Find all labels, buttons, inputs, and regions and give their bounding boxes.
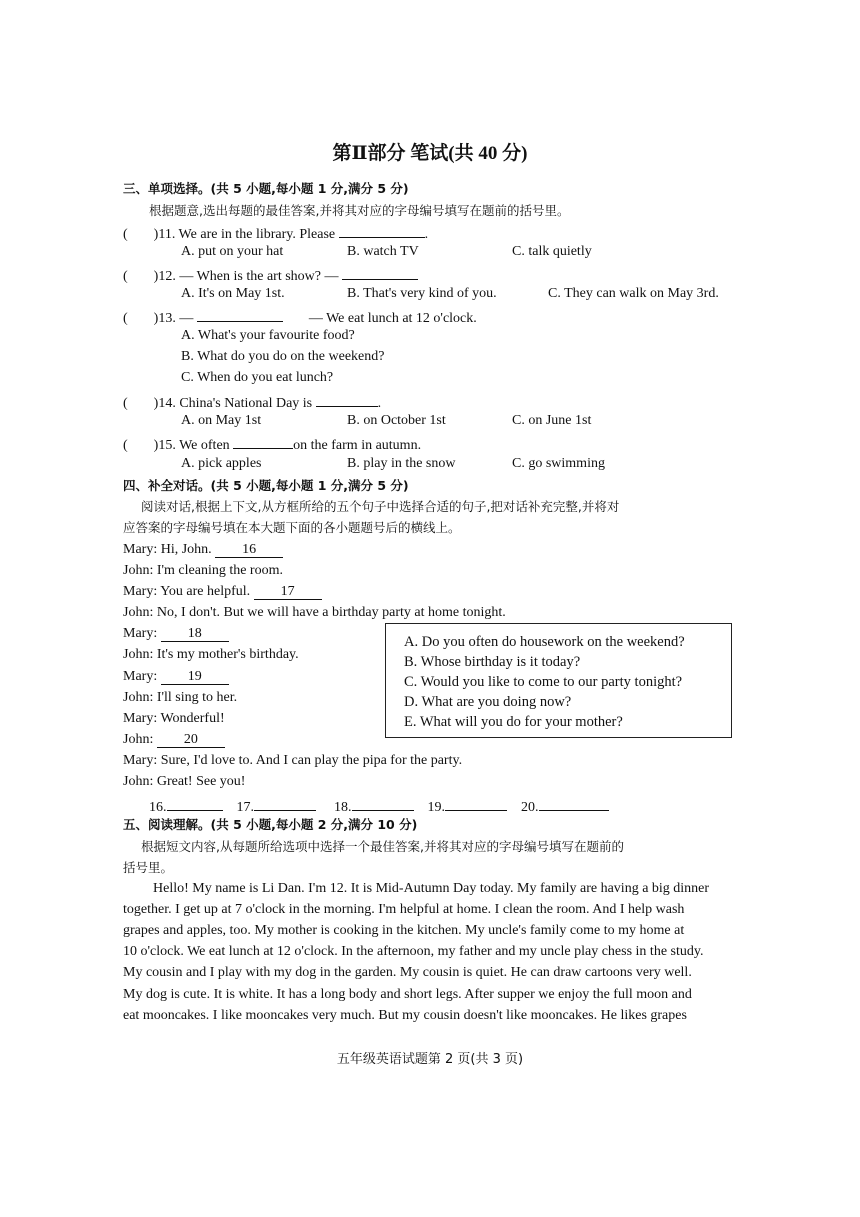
dialog-line xyxy=(123,668,229,686)
dialog-text: Mary: Hi, John. xyxy=(123,542,216,557)
section-instruction-5b: 括号里。 xyxy=(123,860,174,875)
dialog-line xyxy=(123,583,322,601)
question-12 xyxy=(123,264,418,286)
option-11-a: A. put on your hat xyxy=(181,244,284,259)
answer-blank[interactable] xyxy=(342,264,418,280)
option-14-a: A. on May 1st xyxy=(181,413,262,428)
dialog-blank-17[interactable]: 17 xyxy=(254,584,322,600)
dialog-line xyxy=(123,541,283,559)
dialog-line: John: It's my mother's birthday. xyxy=(123,647,299,662)
section-heading-5: 五、阅读理解。(共 5 小题,每小题 2 分,满分 10 分) xyxy=(123,817,418,832)
box-option-e: E. What will you do for your mother? xyxy=(404,714,623,730)
dialog-line: John: I'll sing to her. xyxy=(123,690,238,705)
dialog-blank-18[interactable]: 18 xyxy=(161,626,229,642)
dialog-blank-16[interactable]: 16 xyxy=(215,542,283,558)
question-stem-end: . xyxy=(377,396,382,411)
dialog-blank-20[interactable]: 20 xyxy=(157,732,225,748)
dialog-text: John: xyxy=(123,732,157,747)
option-11-b: B. watch TV xyxy=(347,244,419,259)
answer-blank[interactable] xyxy=(233,433,293,449)
dialog-line: Mary: Sure, I'd love to. And I can play the pipa for the party. xyxy=(123,753,463,768)
section-instruction-4a: 阅读对话,根据上下文,从方框所给的五个句子中选择合适的句子,把对话补充完整,并将对 xyxy=(141,499,620,514)
question-stem: )15. We often xyxy=(153,438,234,453)
answer-blank[interactable] xyxy=(339,222,425,238)
passage-line: grapes and apples, too. My mother is cooking in the kitchen. My uncle's family come to my home at xyxy=(123,923,685,938)
section-instruction-5a: 根据短文内容,从每题所给选项中选择一个最佳答案,并将其对应的字母编号填写在题前的 xyxy=(141,839,624,854)
option-15-b: B. play in the snow xyxy=(347,456,456,471)
answer-blank[interactable] xyxy=(197,306,283,322)
option-14-b: B. on October 1st xyxy=(347,413,446,428)
dialog-text: Mary: You are helpful. xyxy=(123,584,254,599)
section-heading-3: 三、单项选择。(共 5 小题,每小题 1 分,满分 5 分) xyxy=(123,181,409,196)
dialog-line: John: Great! See you! xyxy=(123,774,246,789)
dialog-line: Mary: Wonderful! xyxy=(123,711,225,726)
passage-line: together. I get up at 7 o'clock in the morning. I'm helpful at home. I clean the room. And I help wash xyxy=(123,902,685,917)
section-instruction-3: 根据题意,选出每题的最佳答案,并将其对应的字母编号填写在题前的括号里。 xyxy=(149,203,570,218)
question-stem: )13. — xyxy=(153,311,197,326)
answer-label-17: 17. xyxy=(236,800,254,815)
passage-line: My cousin and I play with my dog in the garden. My cousin is quiet. He can draw cartoons very well. xyxy=(123,965,692,980)
box-option-b: B. Whose birthday is it today? xyxy=(404,654,581,670)
dialog-line: John: I'm cleaning the room. xyxy=(123,563,283,578)
dialog-line: John: No, I don't. But we will have a birthday party at home tonight. xyxy=(123,605,506,620)
dialog-line xyxy=(123,731,225,749)
question-11 xyxy=(123,222,428,244)
answer-blank[interactable] xyxy=(316,391,378,407)
option-14-c: C. on June 1st xyxy=(512,413,592,428)
answer-label-19: 19. xyxy=(427,800,445,815)
question-stem: )12. — When is the art show? — xyxy=(153,269,342,284)
dialog-line xyxy=(123,625,229,643)
question-stem-end: . xyxy=(424,227,429,242)
box-option-c: C. Would you like to come to our party tonight? xyxy=(404,674,683,690)
answer-label-20: 20. xyxy=(521,800,539,815)
section-instruction-4b: 应答案的字母编号填在本大题下面的各小题题号后的横线上。 xyxy=(123,520,461,535)
answer-label-18: 18. xyxy=(334,800,352,815)
answer-blank-16[interactable] xyxy=(167,795,223,811)
option-15-c: C. go swimming xyxy=(512,456,605,471)
dialog-blank-19[interactable]: 19 xyxy=(161,669,229,685)
passage-line: Hello! My name is Li Dan. I'm 12. It is Mid-Autumn Day today. My family are having a big dinner xyxy=(153,881,710,896)
question-14 xyxy=(123,391,381,413)
answer-paren[interactable]: ( xyxy=(123,311,128,326)
question-stem-end: — We eat lunch at 12 o'clock. xyxy=(308,311,477,326)
answer-row xyxy=(149,795,609,817)
answer-paren[interactable]: ( xyxy=(123,438,128,453)
answer-paren[interactable]: ( xyxy=(123,396,128,411)
box-option-d: D. What are you doing now? xyxy=(404,694,572,710)
dialog-text: Mary: xyxy=(123,626,161,641)
dialog-text: Mary: xyxy=(123,669,161,684)
answer-blank-17[interactable] xyxy=(254,795,316,811)
section-heading-4: 四、补全对话。(共 5 小题,每小题 1 分,满分 5 分) xyxy=(123,478,409,493)
option-12-c: C. They can walk on May 3rd. xyxy=(548,286,719,301)
question-stem-end: on the farm in autumn. xyxy=(293,438,422,453)
page-footer: 五年级英语试题第 2 页(共 3 页) xyxy=(336,1052,524,1067)
question-stem: )14. China's National Day is xyxy=(153,396,316,411)
answer-blank-20[interactable] xyxy=(539,795,609,811)
question-stem: )11. We are in the library. Please xyxy=(153,227,339,242)
answer-paren[interactable]: ( xyxy=(123,269,128,284)
option-11-c: C. talk quietly xyxy=(512,244,592,259)
option-12-a: A. It's on May 1st. xyxy=(181,286,285,301)
answer-label-16: 16. xyxy=(149,800,167,815)
passage-line: 10 o'clock. We eat lunch at 12 o'clock. In the afternoon, my father and my uncle play chess in the study. xyxy=(123,944,704,959)
option-12-b: B. That's very kind of you. xyxy=(347,286,497,301)
answer-blank-18[interactable] xyxy=(352,795,414,811)
answer-paren[interactable]: ( xyxy=(123,227,128,242)
option-13-c: C. When do you eat lunch? xyxy=(181,370,334,385)
option-15-a: A. pick apples xyxy=(181,456,262,471)
option-13-b: B. What do you do on the weekend? xyxy=(181,349,385,364)
passage-line: eat mooncakes. I like mooncakes very much. But my cousin doesn't like mooncakes. He likes grapes xyxy=(123,1008,687,1023)
question-13 xyxy=(123,306,477,328)
box-option-a: A. Do you often do housework on the weekend? xyxy=(404,634,685,650)
option-13-a: A. What's your favourite food? xyxy=(181,328,355,343)
question-15 xyxy=(123,433,421,455)
passage-line: My dog is cute. It is white. It has a long body and short legs. After supper we enjoy the full moon and xyxy=(123,987,692,1002)
answer-blank-19[interactable] xyxy=(445,795,507,811)
page-title: 第Ⅱ部分 笔试(共 40 分) xyxy=(332,143,528,164)
